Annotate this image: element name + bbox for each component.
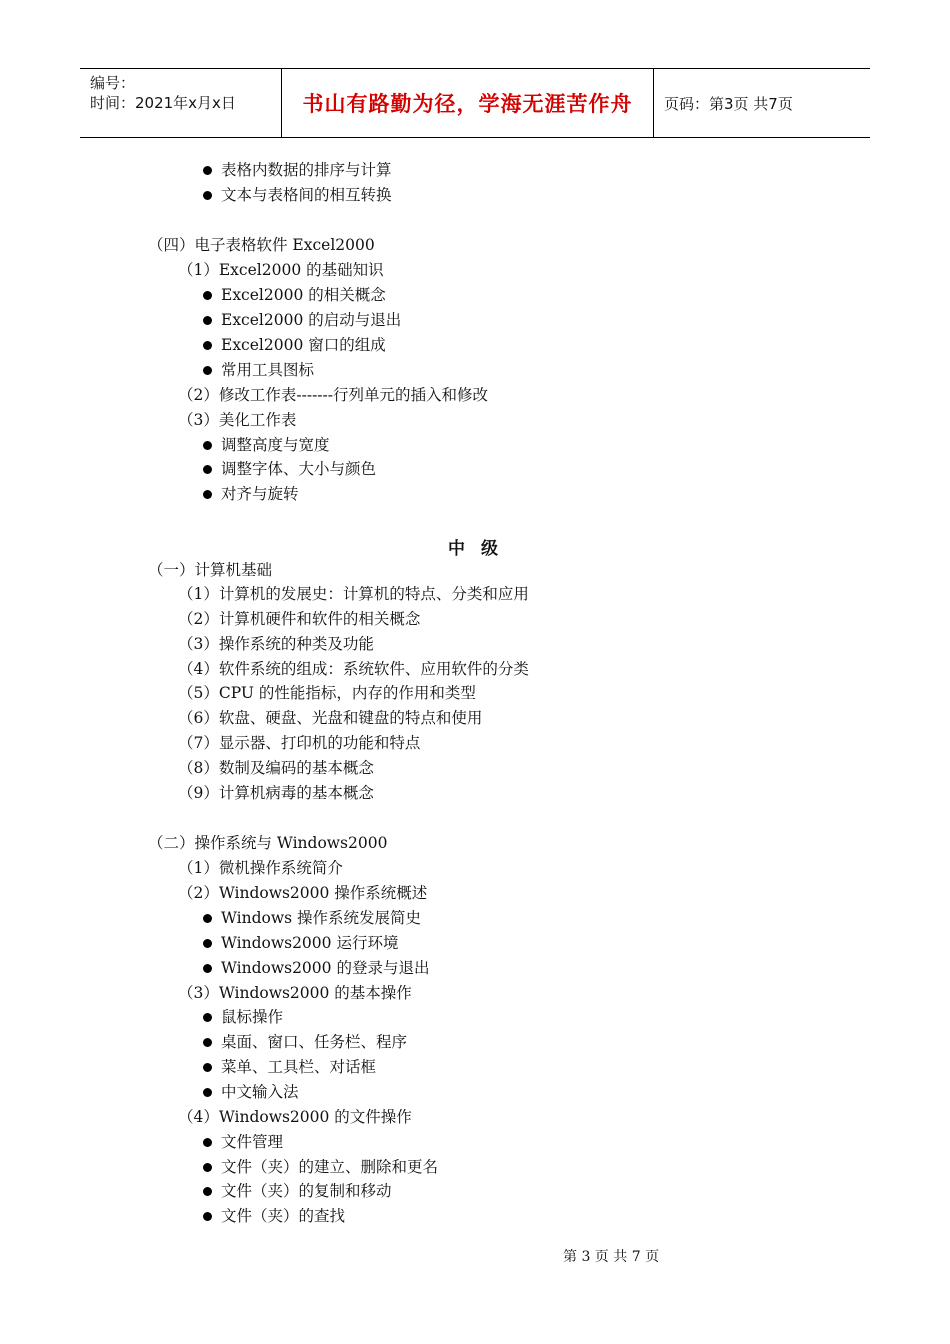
bullet-item: 中文输入法 [221,1083,299,1101]
bullet-item: Windows2000 运行环境 [221,934,399,952]
list-item: （4）Windows2000 的文件操作 [178,1108,412,1126]
list-item: （4）软件系统的组成：系统软件、应用软件的分类 [178,660,529,678]
bullet-item: 调整字体、大小与颜色 [221,460,377,478]
list-item: （3）美化工作表 [178,411,297,429]
list-item: （9）计算机病毒的基本概念 [178,784,374,802]
bullet-item: 菜单、工具栏、对话框 [221,1058,377,1076]
bullet-icon [203,490,212,499]
header-page-info: 页码：第3页 共7页 [664,94,793,113]
bullet-icon [203,465,212,474]
bullet-item: 调整高度与宽度 [221,436,330,454]
section-heading: （四）电子表格软件 Excel2000 [148,236,375,254]
list-item: （3）Windows2000 的基本操作 [178,984,412,1002]
bullet-item: 文本与表格间的相互转换 [221,186,392,204]
bullet-item: 常用工具图标 [221,361,315,379]
bullet-icon [203,366,212,375]
list-item: （2）计算机硬件和软件的相关概念 [178,610,421,628]
bullet-icon [203,1187,212,1196]
bullet-item: Excel2000 的相关概念 [221,286,386,304]
bullet-item: Windows2000 的登录与退出 [221,959,430,977]
bullet-icon [203,914,212,923]
level-title: 中级 [448,539,514,559]
bullet-item: Excel2000 窗口的组成 [221,336,386,354]
bullet-item: 文件（夹）的建立、删除和更名 [221,1158,439,1176]
bullet-icon [203,1013,212,1022]
bullet-item: 鼠标操作 [221,1008,284,1026]
bullet-icon [203,291,212,300]
header-motto: 书山有路勤为径，学海无涯苦作舟 [282,69,654,137]
bullet-item: 文件管理 [221,1133,284,1151]
list-item: （5）CPU 的性能指标，内存的作用和类型 [178,684,476,702]
bullet-icon [203,166,212,175]
bullet-icon [203,1063,212,1072]
number-label: 编号： [90,74,136,92]
list-item: （1）计算机的发展史：计算机的特点、分类和应用 [178,585,529,603]
bullet-item: 文件（夹）的查找 [221,1207,346,1225]
list-item: （8）数制及编码的基本概念 [178,759,374,777]
bullet-icon [203,316,212,325]
list-item: （1）Excel2000 的基础知识 [178,261,384,279]
bullet-item: Excel2000 的启动与退出 [221,311,402,329]
bullet-item: 表格内数据的排序与计算 [221,161,392,179]
list-item: （3）操作系统的种类及功能 [178,635,374,653]
bullet-item: 文件（夹）的复制和移动 [221,1182,392,1200]
list-item: （7）显示器、打印机的功能和特点 [178,734,421,752]
bullet-icon [203,1088,212,1097]
bullet-icon [203,1138,212,1147]
bullet-icon [203,939,212,948]
bullet-item: Windows 操作系统发展简史 [221,909,422,927]
bullet-icon [203,964,212,973]
page-header [80,68,870,138]
list-item: （2）Windows2000 操作系统概述 [178,884,428,902]
list-item: （2）修改工作表-------行列单元的插入和修改 [178,386,489,404]
bullet-icon [203,1038,212,1047]
bullet-icon [203,1163,212,1172]
header-meta [80,69,282,137]
bullet-icon [203,441,212,450]
bullet-item: 桌面、窗口、任务栏、程序 [221,1033,408,1051]
bullet-item: 对齐与旋转 [221,485,299,503]
list-item: （6）软盘、硬盘、光盘和键盘的特点和使用 [178,709,483,727]
time-label: 时间：2021年x月x日 [90,94,236,112]
bullet-icon [203,341,212,350]
section-heading: （一）计算机基础 [148,561,273,579]
bullet-icon [203,1212,212,1221]
section-heading: （二）操作系统与 Windows2000 [148,834,388,852]
list-item: （1）微机操作系统简介 [178,859,343,877]
page-footer: 第 3 页 共 7 页 [563,1249,660,1265]
bullet-icon [203,191,212,200]
